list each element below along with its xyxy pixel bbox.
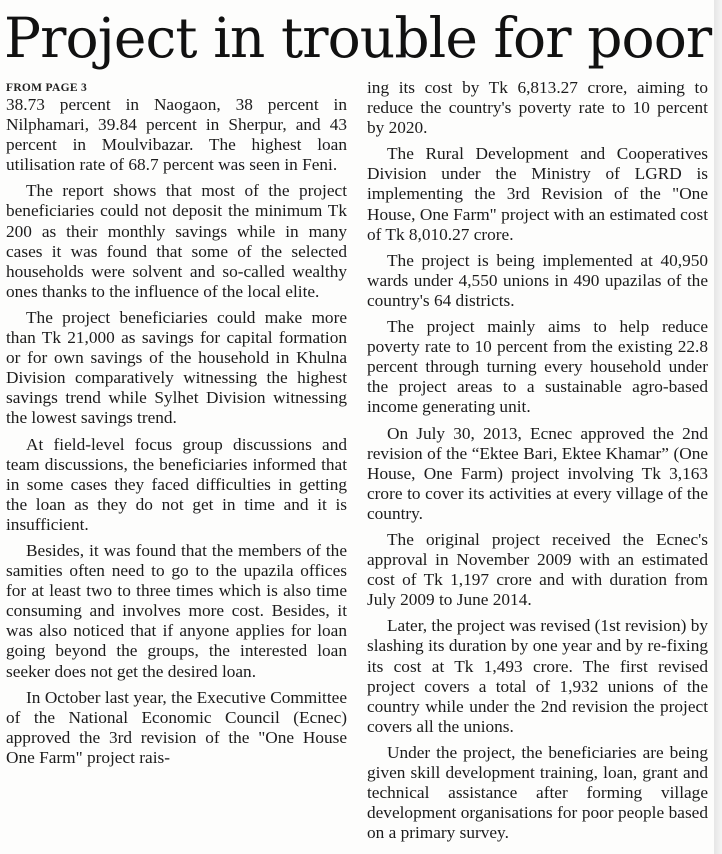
paragraph: The report shows that most of the project beneficiaries could not deposit the minimum Tk 200 as their monthly savings while in many cases it was found that some of the selected households were solvent and so-called wealthy ones thanks to the influence of the local elite.	[6, 181, 347, 301]
paragraph: Under the project, the beneficiaries are being given skill development training, loan, grant and technical assistance after forming village development organisations for poor people based on a primary survey.	[367, 742, 708, 843]
paragraph: In October last year, the Executive Committee of the National Economic Council (Ecnec) approved the 3rd revision of the "One House One Farm" project rais-	[6, 687, 347, 767]
article-column-right	[367, 78, 708, 849]
paragraph: The Rural Development and Cooperatives Division under the Ministry of LGRD is implementing the 3rd Revision of the "One House, One Farm" project with an estimated cost of Tk 8,010.27 crore.	[367, 144, 708, 244]
paragraph: The project is being implemented at 40,950 wards under 4,550 unions in 490 upazilas of the country's 64 districts.	[367, 250, 708, 310]
paragraph: 38.73 percent in Naogaon, 38 percent in Nilphamari, 39.84 percent in Sherpur, and 43 percent in Moulvibazar. The highest loan utilisation rate of 68.7 percent was seen in Feni.	[6, 95, 347, 175]
paragraph: The project mainly aims to help reduce poverty rate to 10 percent from the existing 22.8 percent through turning every household under the project areas to a sustainable agro-based income generating unit.	[367, 317, 708, 417]
paragraph: ing its cost by Tk 6,813.27 crore, aiming to reduce the country's poverty rate to 10 percent by 2020.	[367, 78, 708, 138]
article-column-left	[6, 78, 347, 774]
scrollbar-track[interactable]	[714, 0, 722, 854]
paragraph: On July 30, 2013, Ecnec approved the 2nd revision of the “Ektee Bari, Ektee Khamar” (One House, One Farm) project involving Tk 3,163 crore to cover its activities at every village of the country.	[367, 423, 708, 523]
paragraph: The project beneficiaries could make more than Tk 21,000 as savings for capital formation or for own savings of the household in Khulna Division comparatively witnessing the highest savings trend while Sylhet Division witnessing the lowest savings trend.	[6, 307, 347, 428]
jump-label: FROM PAGE 3	[6, 82, 88, 94]
paragraph: At field-level focus group discussions and team discussions, the beneficiaries informed that in some cases they faced difficulties in getting the loan as they do not get in time and it is insufficient.	[6, 434, 347, 534]
headline: Project in trouble for poor	[4, 6, 712, 70]
paragraph: The original project received the Ecnec's approval in November 2009 with an estimated cost of Tk 1,197 crore and with duration from July 2009 to June 2014.	[367, 529, 708, 610]
paragraph: Besides, it was found that the members of the samities often need to go to the upazila offices for at least two to three times which is also time consuming and involves more cost. Besides, it was also noticed that if anyone applies for loan going beyond the groups, the interested loan seeker does not get the desired loan.	[6, 540, 347, 681]
paragraph: Later, the project was revised (1st revision) by slashing its duration by one year and by re-fixing its cost at Tk 1,493 crore. The first revised project covers a total of 1,932 unions of the country while under the 2nd revision the project covers all the unions.	[367, 616, 708, 736]
